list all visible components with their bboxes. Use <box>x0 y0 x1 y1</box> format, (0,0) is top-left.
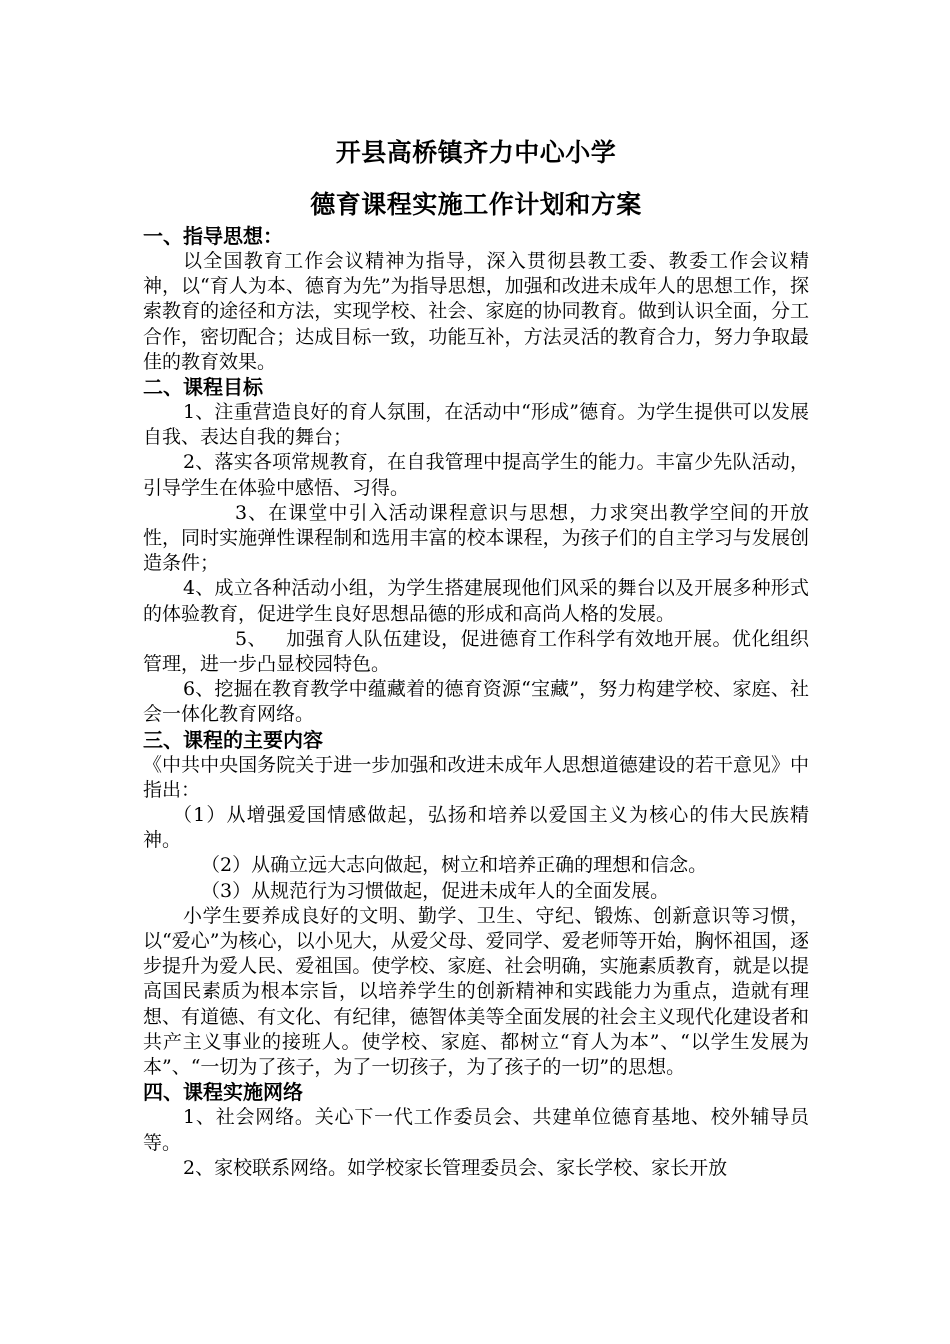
section-heading-implementation-network: 四、课程实施网络 <box>143 1080 303 1105</box>
paragraph: （3）从规范行为习惯做起，促进未成年人的全面发展。 <box>201 879 670 902</box>
document-title-line2: 德育课程实施工作计划和方案 <box>310 190 642 219</box>
paragraph: 以全国教育工作会议精神为指导，深入贯彻县教工委、教委工作会议精神，以“育人为本、德育为先”为指导思想，加强和改进未成年人的思想工作，探索教育的途径和方法，实现学校、社会、家庭的协同教育。做到认识全面，分工合作，密切配合；达成目标一致，功能互补，方法灵活的教育合力，努力争取最佳的教育效果。 <box>143 250 809 373</box>
paragraph: 2、家校联系网络。如学校家长管理委员会、家长学校、家长开放 <box>183 1156 728 1179</box>
paragraph: 2、落实各项常规教育，在自我管理中提高学生的能力。丰富少先队活动，引导学生在体验中感悟、习得。 <box>143 451 809 499</box>
paragraph: 《中共中央国务院关于进一步加强和改进未成年人思想道德建设的若干意见》中指出： <box>143 753 809 801</box>
paragraph: 小学生要养成良好的文明、勤学、卫生、守纪、锻炼、创新意识等习惯，以“爱心”为核心，以小见大，从爱父母、爱同学、爱老师等开始，胸怀祖国，逐步提升为爱人民、爱祖国。使学校、家庭、社会明确，实施素质教育，就是以提高国民素质为根本宗旨，以培养学生的创新精神和实践能力为重点，造就有理想、有道德、有文化、有纪律，德智体美等全面发展的社会主义现代化建设者和共产主义事业的接班人。使学校、家庭、都树立“育人为本”、“以学生发展为本”、“一切为了孩子，为了一切孩子，为了孩子的一切”的思想。 <box>143 904 809 1079</box>
section-heading-main-content: 三、课程的主要内容 <box>143 727 323 752</box>
paragraph: 1、社会网络。关心下一代工作委员会、共建单位德育基地、校外辅导员等。 <box>143 1106 809 1154</box>
section-heading-guiding-ideology: 一、指导思想： <box>143 224 283 248</box>
section-heading-course-goals: 二、课程目标 <box>143 375 263 400</box>
paragraph: 6、挖掘在教育教学中蕴藏着的德育资源“宝藏”，努力构建学校、家庭、社会一体化教育网络。 <box>143 678 809 726</box>
paragraph: 5、 加强育人队伍建设，促进德育工作科学有效地开展。优化组织管理，进一步凸显校园特色。 <box>143 627 809 676</box>
document-body <box>143 132 809 1181</box>
paragraph: 4、成立各种活动小组，为学生搭建展现他们风采的舞台以及开展多种形式的体验教育，促进学生良好思想品德的形成和高尚人格的发展。 <box>143 577 809 625</box>
document-title-line1: 开县高桥镇齐力中心小学 <box>335 138 617 167</box>
paragraph: （2）从确立远大志向做起，树立和培养正确的理想和信念。 <box>201 854 708 877</box>
paragraph: 1、注重营造良好的育人氛围，在活动中“形成”德育。为学生提供可以发展自我、表达自我的舞台； <box>143 401 809 449</box>
paragraph: （1）从增强爱国情感做起，弘扬和培养以爱国主义为核心的伟大民族精神。 <box>143 804 809 852</box>
paragraph: 3、在课堂中引入活动课程意识与思想，力求突出教学空间的开放性，同时实施弹性课程制和选用丰富的校本课程，为孩子们的自主学习与发展创造条件； <box>143 501 809 575</box>
